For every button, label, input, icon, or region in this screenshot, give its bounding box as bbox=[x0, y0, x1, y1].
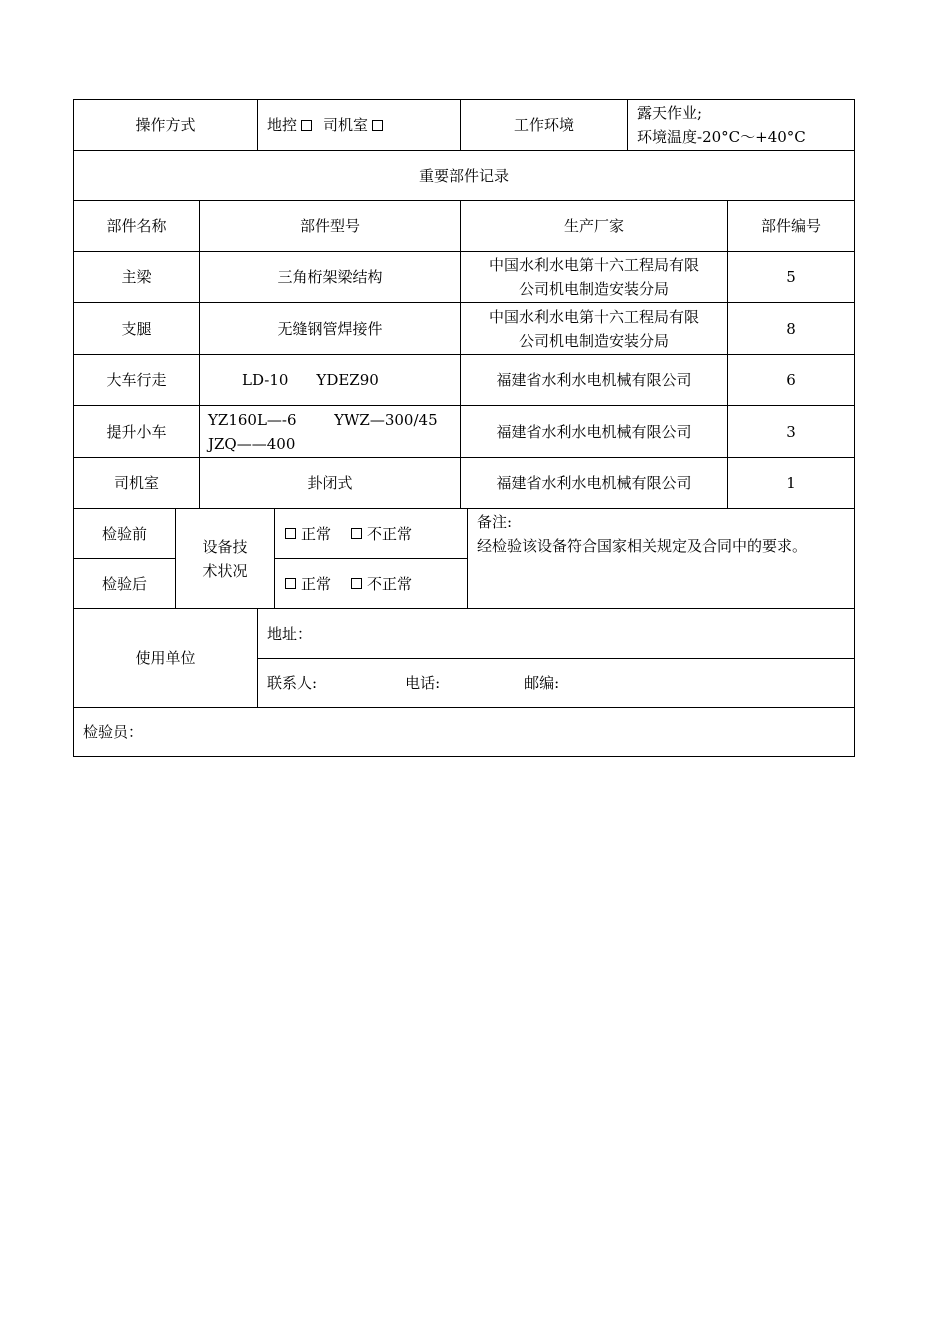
component-number: 8 bbox=[786, 319, 796, 338]
operation-mode-options bbox=[258, 100, 460, 150]
maker-line-2: 公司机电制造安装分局 bbox=[518, 280, 669, 298]
component-maker: 福建省水利水电机械有限公司 bbox=[496, 474, 692, 492]
component-maker: 福建省水利水电机械有限公司 bbox=[496, 371, 692, 389]
model-part: YWZ—300/45 bbox=[334, 410, 438, 429]
operation-mode-label: 操作方式 bbox=[135, 116, 196, 134]
maker-line-1: 中国水利水电第十六工程局有限 bbox=[488, 307, 699, 326]
address-field[interactable] bbox=[258, 609, 854, 658]
component-maker: 福建省水利水电机械有限公司 bbox=[496, 422, 692, 441]
environment-line-2: 环境温度-20°C～+40°C bbox=[637, 128, 806, 146]
remarks-cell bbox=[468, 510, 854, 608]
component-model: 三角桁架梁结构 bbox=[277, 268, 383, 286]
ground-control-label: 地控 bbox=[267, 116, 298, 134]
before-inspection-label: 检验前 bbox=[101, 524, 147, 543]
column-header-number: 部件编号 bbox=[760, 217, 821, 235]
maker-line-1: 中国水利水电第十六工程局有限 bbox=[488, 256, 699, 274]
contact-label: 联系人: bbox=[267, 674, 318, 692]
postcode-label: 邮编: bbox=[524, 674, 560, 692]
model-part: YDEZ90 bbox=[316, 371, 379, 389]
tech-status-line-2: 术状况 bbox=[202, 561, 248, 580]
component-maker bbox=[461, 303, 727, 354]
remarks-label: 备注: bbox=[477, 513, 513, 531]
user-unit-label: 使用单位 bbox=[135, 649, 196, 667]
component-name: 提升小车 bbox=[106, 422, 167, 441]
component-model bbox=[200, 355, 460, 405]
component-model bbox=[200, 406, 460, 457]
model-part: JZQ——400 bbox=[208, 434, 296, 453]
cab-control-label: 司机室 bbox=[323, 116, 369, 134]
phone-label: 电话: bbox=[405, 674, 441, 692]
abnormal-label: 不正常 bbox=[367, 574, 413, 593]
contact-info-field[interactable] bbox=[258, 659, 854, 707]
after-normal-checkbox[interactable] bbox=[285, 578, 296, 589]
maker-line-2: 公司机电制造安装分局 bbox=[518, 331, 669, 350]
component-name: 支腿 bbox=[121, 319, 152, 338]
environment-line-1: 露天作业; bbox=[637, 104, 703, 122]
component-model: 卦闭式 bbox=[307, 474, 353, 492]
normal-label: 正常 bbox=[301, 524, 332, 543]
component-name: 司机室 bbox=[113, 474, 159, 492]
before-status-options bbox=[275, 509, 467, 558]
address-label: 地址： bbox=[267, 624, 313, 643]
component-number: 5 bbox=[786, 268, 796, 286]
component-name: 大车行走 bbox=[106, 371, 167, 389]
component-number: 1 bbox=[786, 474, 796, 492]
ground-control-checkbox[interactable] bbox=[301, 120, 312, 131]
before-abnormal-checkbox[interactable] bbox=[351, 528, 362, 539]
column-header-maker: 生产厂家 bbox=[563, 217, 624, 235]
inspector-label: 检验员： bbox=[83, 723, 144, 741]
inspector-field[interactable] bbox=[74, 708, 854, 756]
remarks-text: 经检验该设备符合国家相关规定及合同中的要求。 bbox=[477, 537, 808, 555]
model-part: YZ160L—-6 bbox=[208, 410, 297, 429]
components-section-title: 重要部件记录 bbox=[418, 166, 509, 185]
component-maker bbox=[461, 252, 727, 302]
column-header-name: 部件名称 bbox=[106, 217, 167, 235]
normal-label: 正常 bbox=[301, 574, 332, 593]
after-status-options bbox=[275, 559, 467, 608]
model-part: LD-10 bbox=[242, 371, 289, 389]
component-name: 主梁 bbox=[121, 268, 152, 286]
column-header-model: 部件型号 bbox=[299, 217, 360, 235]
before-normal-checkbox[interactable] bbox=[285, 528, 296, 539]
component-number: 6 bbox=[786, 371, 796, 389]
work-environment-label: 工作环境 bbox=[513, 116, 574, 134]
tech-status-line-1: 设备技 bbox=[202, 537, 248, 556]
component-model: 无缝钢管焊接件 bbox=[277, 319, 383, 338]
after-inspection-label: 检验后 bbox=[101, 574, 147, 593]
work-environment-value bbox=[628, 100, 854, 150]
cab-control-checkbox[interactable] bbox=[372, 120, 383, 131]
after-abnormal-checkbox[interactable] bbox=[351, 578, 362, 589]
technical-status-label bbox=[176, 509, 274, 608]
abnormal-label: 不正常 bbox=[367, 524, 413, 543]
component-number: 3 bbox=[786, 422, 796, 441]
